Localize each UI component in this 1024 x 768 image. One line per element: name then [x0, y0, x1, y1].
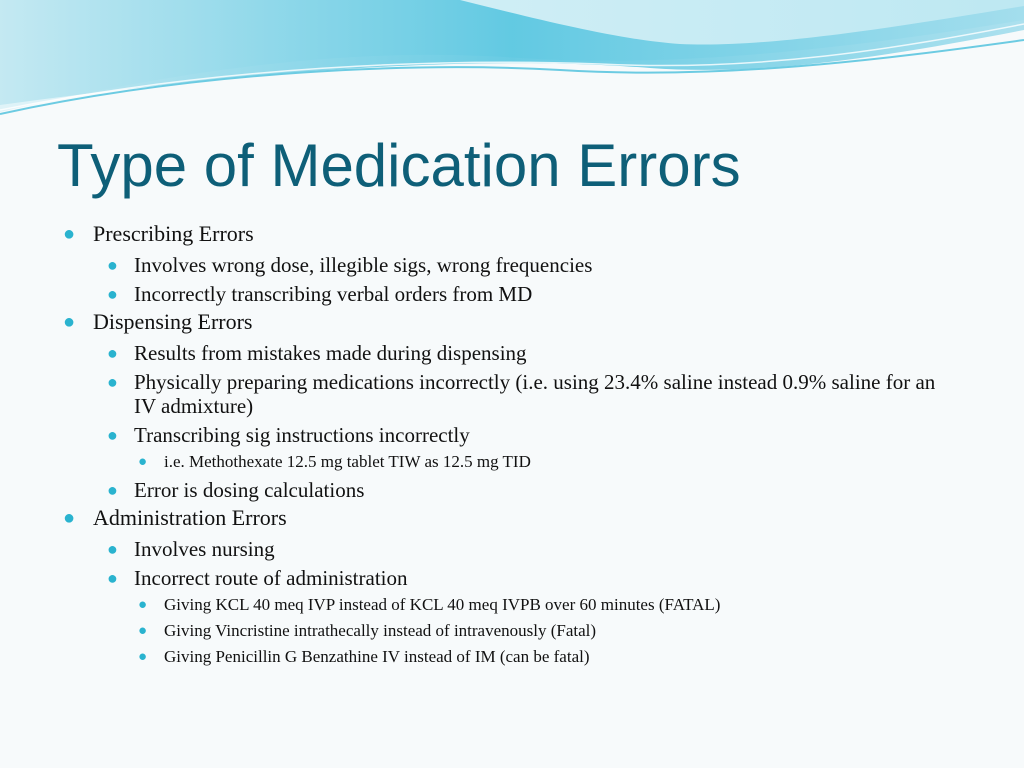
sub-sub-bullet-item — [60, 594, 960, 616]
bullet-icon: ● — [138, 597, 148, 613]
bullet-icon: ● — [63, 507, 76, 529]
bullet-icon: ● — [107, 480, 118, 500]
bullet-icon: ● — [138, 649, 148, 665]
sub-bullet-item — [60, 478, 960, 502]
bullet-list — [60, 218, 960, 668]
sub-bullet-text: Involves wrong dose, illegible sigs, wrong frequencies — [134, 253, 593, 277]
sub-bullet-item — [60, 423, 960, 447]
sub-bullet-item — [60, 253, 960, 277]
sub-bullet-text: Error is dosing calculations — [134, 478, 365, 502]
sub-sub-bullet-item — [60, 620, 960, 642]
sub-sub-bullet-item — [60, 646, 960, 668]
sub-bullet-item — [60, 282, 960, 306]
sub-bullet-text: Results from mistakes made during dispensing — [134, 341, 527, 365]
bullet-item — [60, 308, 960, 336]
sub-bullet-text: Transcribing sig instructions incorrectly — [134, 423, 470, 447]
bullet-icon: ● — [138, 454, 148, 470]
bullet-icon: ● — [107, 539, 118, 559]
bullet-icon: ● — [107, 284, 118, 304]
slide-title: Type of Medication Errors — [57, 132, 741, 199]
sub-bullet-text: Physically preparing medications incorrectly (i.e. using 23.4% saline instead 0.9% saline for an IV admixture) — [134, 370, 936, 418]
sub-bullet-text: Involves nursing — [134, 537, 275, 561]
bullet-icon: ● — [63, 311, 76, 333]
bullet-text: Dispensing Errors — [93, 309, 253, 334]
bullet-icon: ● — [107, 255, 118, 275]
bullet-icon: ● — [107, 343, 118, 363]
bullet-text: Prescribing Errors — [93, 221, 254, 246]
bullet-icon: ● — [107, 568, 118, 588]
bullet-icon: ● — [107, 372, 118, 392]
bullet-item — [60, 220, 960, 248]
sub-bullet-item — [60, 566, 960, 590]
bullet-icon: ● — [63, 223, 76, 245]
sub-bullet-item — [60, 370, 960, 418]
sub-sub-bullet-text: Giving Vincristine intrathecally instead of intravenously (Fatal) — [164, 621, 597, 640]
sub-sub-bullet-item — [60, 451, 960, 473]
sub-bullet-text: Incorrectly transcribing verbal orders from MD — [134, 282, 533, 306]
header-wave-decoration — [0, 0, 1024, 140]
sub-sub-bullet-text: Giving KCL 40 meq IVP instead of KCL 40 meq IVPB over 60 minutes (FATAL) — [164, 595, 721, 614]
bullet-icon: ● — [138, 623, 148, 639]
bullet-text: Administration Errors — [93, 505, 287, 530]
bullet-item — [60, 504, 960, 532]
bullet-icon: ● — [107, 425, 118, 445]
sub-sub-bullet-text: i.e. Methothexate 12.5 mg tablet TIW as 12.5 mg TID — [164, 452, 531, 471]
sub-bullet-item — [60, 537, 960, 561]
sub-bullet-text: Incorrect route of administration — [134, 566, 408, 590]
sub-sub-bullet-text: Giving Penicillin G Benzathine IV instead of IM (can be fatal) — [164, 647, 590, 666]
sub-bullet-item — [60, 341, 960, 365]
